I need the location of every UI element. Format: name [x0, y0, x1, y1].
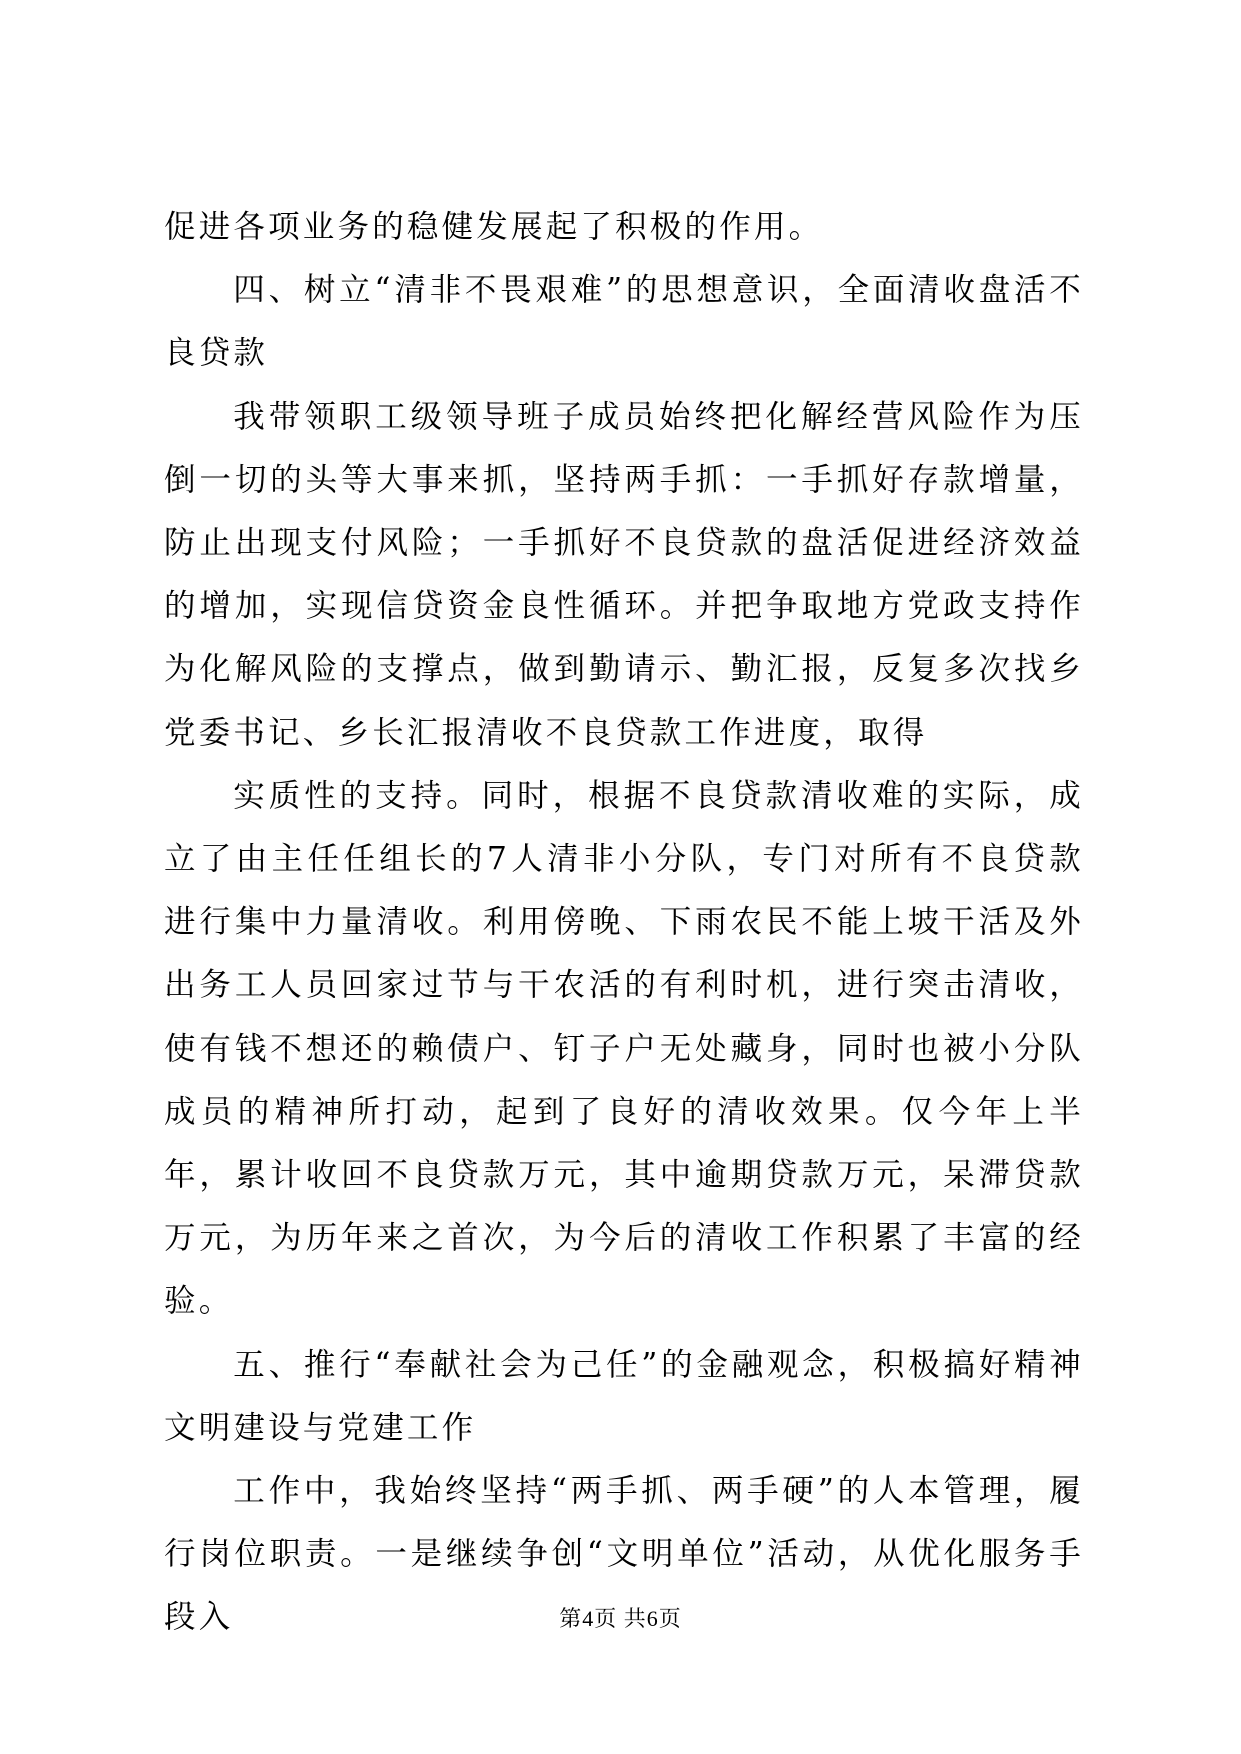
- paragraph-risk-management: 我带领职工级领导班子成员始终把化解经营风险作为压倒一切的头等大事来抓，坚持两手抓：一手抓好存款增量，防止出现支付风险；一手抓好不良贷款的盘活促进经济效益的增加，实现信贷资金良性循环。并把争取地方党政支持作为化解风险的支撑点，做到勤请示、勤汇报，反复多次找乡党委书记、乡长汇报清收不良贷款工作进度，取得: [164, 398, 1084, 751]
- paragraph-collection-team: 实质性的支持。同时，根据不良贷款清收难的实际，成立了由主任任组长的7人清非小分队，专门对所有不良贷款进行集中力量清收。利用傍晚、下雨农民不能上坡干活及外出务工人员回家过节与干农活的有利时机，进行突击清收，使有钱不想还的赖债户、钉子户无处藏身，同时也被小分队成员的精神所打动，起到了良好的清收效果。仅今年上半年，累计收回不良贷款万元，其中逾期贷款万元，呆滞贷款万元，为历年来之首次，为今后的清收工作积累了丰富的经验。: [164, 777, 1084, 1320]
- page-number-footer: 第4页 共6页: [559, 1606, 682, 1631]
- section-heading-5: 五、推行“奉献社会为己任”的金融观念，积极搞好精神文明建设与党建工作: [164, 1346, 1084, 1446]
- paragraph-continuation: 促进各项业务的稳健发展起了积极的作用。: [164, 209, 824, 245]
- paragraph-civilization-work: 工作中，我始终坚持“两手抓、两手硬”的人本管理，履行岗位职责。一是继续争创“文明单位”活动，从优化服务手段入: [164, 1473, 1084, 1636]
- section-heading-4: 四、树立“清非不畏艰难”的思想意识，全面清收盘活不良贷款: [164, 272, 1084, 372]
- document-body: [164, 196, 1084, 1650]
